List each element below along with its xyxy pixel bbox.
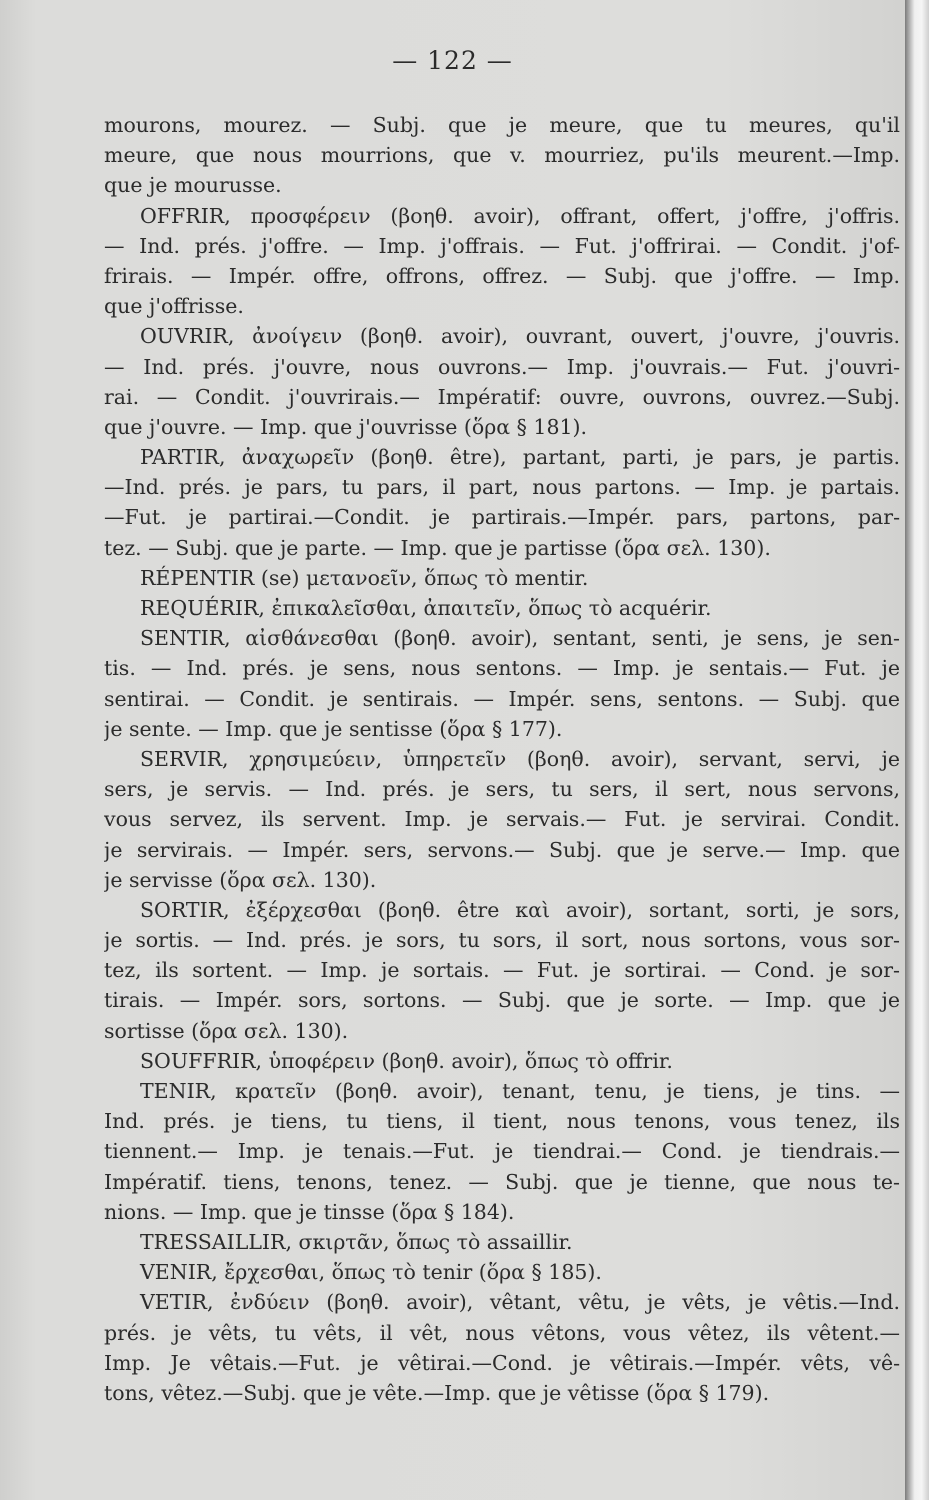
text-line: que je mourusse. [104,173,282,198]
text-line: je servirais. — Impér. sers, servons.— Subj. que je serve.— Imp. que [104,837,900,862]
text-line: TENIR, κρατεῖν (βοηθ. avoir), tenant, tenu, je tiens, je tins. — [140,1079,900,1103]
text-line: frirais. — Impér. offre, offrons, offrez. — Subj. que j'offre. — Imp. [104,263,900,288]
text-line: REQUÉRIR, ἐπικαλεῖσθαι, ἀπαιτεῖν, ὅπως τὸ acquérir. [140,596,712,620]
text-line: mourons, mourez. — Subj. que je meure, que tu meures, qu'il [104,113,900,137]
text-line: —Ind. prés. je pars, tu pars, il part, nous partons. — Imp. je partais. [104,475,900,500]
text-line: je servisse (ὅρα σελ. 130). [104,867,377,892]
body-text [104,110,900,1408]
text-line: — Ind. prés. j'ouvre, nous ouvrons.— Imp. j'ouvrais.— Fut. j'ouvri- [104,354,900,379]
text-line: tiennent.— Imp. je tenais.—Fut. je tiendrai.— Cond. je tiendrais.— [104,1139,900,1164]
text-line: vous servez, ils servent. Imp. je servais.— Fut. je servirai. Condit. [104,807,900,832]
text-line: OUVRIR, ἀνοίγειν (βοηθ. avoir), ouvrant, ouvert, j'ouvre, j'ouvris. [140,324,900,349]
text-line: SOUFFRIR, ὑποφέρειν (βοηθ. avoir), ὅπως τὸ offrir. [140,1048,673,1073]
text-line: Impératif. tiens, tenons, tenez. — Subj. que je tienne, que nous te- [104,1169,900,1194]
text-line: VETIR, ἐνδύειν (βοηθ. avoir), vêtant, vêtu, je vêts, je vêtis.—Ind. [140,1290,900,1315]
text-line: je sente. — Imp. que je sentisse (ὅρα § 177). [104,716,563,741]
text-line: Imp. Je vêtais.—Fut. je vêtirai.—Cond. je vêtirais.—Impér. vêts, vê- [104,1350,900,1375]
page-number: — 122 — [392,46,513,75]
text-line: SENTIR, αἰσθάνεσθαι (βοηθ. avoir), sentant, senti, je sens, je sen- [140,626,900,651]
page-gutter [905,0,929,1500]
text-line: tons, vêtez.—Subj. que je vête.—Imp. que je vêtisse (ὅρα § 179). [104,1380,770,1405]
text-line: je sortis. — Ind. prés. je sors, tu sors, il sort, nous sortons, vous sor- [104,928,900,953]
text-line: RÉPENTIR (se) μετανοεῖν, ὅπως τὸ mentir. [140,565,589,590]
text-line: tirais. — Impér. sors, sortons. — Subj. que je sorte. — Imp. que je [104,988,900,1013]
text-line: nions. — Imp. que je tinsse (ὅρα § 184). [104,1199,515,1224]
text-line: tez, ils sortent. — Imp. je sortais. — Fut. je sortirai. — Cond. je sor- [104,958,900,983]
text-line: que j'offrisse. [104,294,244,319]
text-line: SORTIR, ἐξέρχεσθαι (βοηθ. être καὶ avoir), sortant, sorti, je sors, [140,897,900,922]
text-line: tis. — Ind. prés. je sens, nous sentons. — Imp. je sentais.— Fut. je [104,656,900,681]
text-line: que j'ouvre. — Imp. que j'ouvrisse (ὅρα § 181). [104,414,588,439]
text-line: Ind. prés. je tiens, tu tiens, il tient, nous tenons, vous tenez, ils [104,1109,900,1134]
text-line: meure, que nous mourrions, que v. mourriez, pu'ils meurent.—Imp. [104,143,900,168]
text-line: sortisse (ὅρα σελ. 130). [104,1018,349,1043]
text-line: OFFRIR, προσφέρειν (βοηθ. avoir), offrant, offert, j'offre, j'offris. [140,203,900,228]
text-line: TRESSAILLIR, σκιρτᾶν, ὅπως τὸ assaillir. [140,1229,573,1254]
text-line: rai. — Condit. j'ouvrirais.— Impératif: ouvre, ouvrons, ouvrez.—Subj. [104,384,900,409]
text-line: VENIR, ἔρχεσθαι, ὅπως τὸ tenir (ὅρα § 185). [140,1260,602,1285]
text-line: sers, je servis. — Ind. prés. je sers, tu sers, il sert, nous servons, [104,777,900,802]
text-line: — Ind. prés. j'offre. — Imp. j'offrais. — Fut. j'offrirai. — Condit. j'of- [104,233,900,258]
text-line: sentirai. — Condit. je sentirais. — Impér. sens, sentons. — Subj. que [104,686,900,711]
text-line: —Fut. je partirai.—Condit. je partirais.—Impér. pars, partons, par- [104,505,900,530]
text-line: prés. je vêts, tu vêts, il vêt, nous vêtons, vous vêtez, ils vêtent.— [104,1320,900,1345]
text-line: PARTIR, ἀναχωρεῖν (βοηθ. être), partant, parti, je pars, je partis. [140,445,900,470]
text-line: SERVIR, χρησιμεύειν, ὑπηρετεῖν (βοηθ. avoir), servant, servi, je [140,746,900,771]
text-line: tez. — Subj. que je parte. — Imp. que je partisse (ὅρα σελ. 130). [104,535,771,560]
